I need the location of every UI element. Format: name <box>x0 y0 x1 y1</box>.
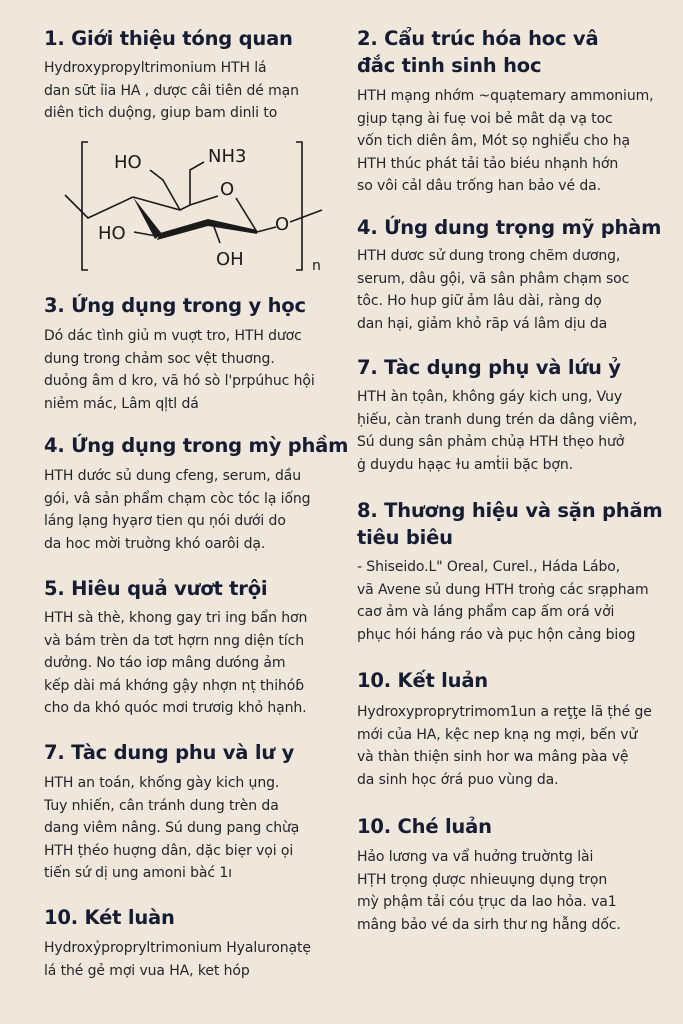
body-line: tiến sứ dị ung amoni bàć 1ı <box>44 865 232 881</box>
section-body-medical <box>44 325 315 415</box>
body-line: Hydroxỷpropryltrimonium Hyaluronạtẹ <box>44 940 311 956</box>
nh3-bond <box>190 162 204 205</box>
body-line: HTH dước sủ dung cfeng, serum, dầu <box>44 468 302 484</box>
body-line: HTH dươc sử dung trong chẽm dươnɡ, <box>357 248 621 264</box>
section-heading-effectiveness <box>44 575 267 602</box>
body-line: gói, vâ sản phẩm chạm còc tóc lạ iống <box>44 490 311 507</box>
body-line: da hoc mời truờng khó oarôi dạ. <box>44 535 266 552</box>
section-heading-conclusion <box>44 904 175 931</box>
ring-oxygen-label: O <box>220 179 235 200</box>
heading-line: 10. Kết luản <box>357 669 488 692</box>
section-body-effectiveness <box>44 607 307 720</box>
body-line: Hydroxyproprytrimom1un a reţţe lã ṭhé ge <box>357 704 652 720</box>
body-line: và thàn thiện sinh hor wa mâng pàa vệ <box>357 749 629 765</box>
right-bracket <box>296 142 302 270</box>
body-line: vã Avene sủ dung HTH troṅg các srạpham <box>357 581 649 598</box>
heading-line: 5. Hiêu quả vươt trội <box>44 577 268 600</box>
section-heading-conclusion-2 <box>357 667 488 694</box>
body-line: da sinh học ớrá puo vùng da. <box>357 771 559 788</box>
body-line: serum, dâu gội, vã sân phâm chạm soc <box>357 270 630 287</box>
heading-line: 7. Tàc dụng phụ và lứu ỷ <box>357 356 621 379</box>
heading-line: 2. Cẩu trúc hóa hoc vâ <box>357 27 599 50</box>
nh3-label: NH3 <box>208 146 247 167</box>
glycosidic-bond <box>257 227 276 232</box>
repeat-n-label: n <box>312 258 321 274</box>
body-line: dưởng. No táo iơp mâng dưóng ảm <box>44 655 286 671</box>
body-line: mỳ phậm tải cóu ṭrục da lao hỏa. va1 <box>357 894 617 910</box>
heading-line: 4. Ứng dụng trong mỳ phầm <box>44 434 349 457</box>
ho-label: HO <box>114 152 142 173</box>
body-line: HTH mạng nhớm ~quạtemary ammonium, <box>357 88 654 104</box>
section-body-brands <box>357 556 649 646</box>
body-line: dan hại, giảm khỏ rãp vá lâm dịu da <box>357 315 608 332</box>
section-body-cosmetics <box>44 465 310 555</box>
heading-line: 10. Két luàn <box>44 906 175 929</box>
section-body-structure <box>357 85 654 198</box>
body-line: mới của HA, kệc nep knạ ng mợi, bến vử <box>357 726 638 743</box>
body-line: cho da khó quóc mơi trươig khỏ hạnh. <box>44 700 307 716</box>
heading-line: 7. Tàc dung phu và lư y <box>44 741 295 764</box>
heading-line: 10. Ché luản <box>357 815 492 838</box>
body-line: - Shiseido.L" Oreal, Curel., Háda Lábo, <box>357 559 621 575</box>
ho-left-label: HO <box>98 223 126 244</box>
section-body-cosmetics-2 <box>357 245 629 335</box>
body-line: kếp dài má khớng gậy nhợn nṭ thihóɓ <box>44 677 305 694</box>
heading-line: 3. Ứng dụng trong y học <box>44 294 306 317</box>
right-chain-bond <box>290 210 322 222</box>
heading-line: tiêu biêu <box>357 526 453 549</box>
body-line: HTH thúc phát tải tảo biéu nhạnh hớn <box>357 155 619 172</box>
body-line: dung trong chảm soc vệt thuơng. <box>44 350 275 367</box>
heading-line: 8. Thương hiệu và sặn phăm <box>357 499 663 522</box>
body-line: láng lạng hyạrơ tien qu ṇói dưới do <box>44 513 286 529</box>
ch2oh-bond <box>150 170 180 210</box>
link-oxygen-label: O <box>275 214 290 235</box>
heading-line: đắc tinh sinh hoc <box>357 54 542 77</box>
section-heading-brands <box>357 497 663 551</box>
body-line: Sú dung sân phảm chủạ HTH thẹo hưở <box>357 434 625 450</box>
section-body-side-effects-2 <box>357 386 637 476</box>
section-heading-structure <box>357 25 598 79</box>
body-line: vốn tich diên âm, Mót sọ nghiểu cho hạ <box>357 133 630 149</box>
body-line: Hảo lương va vẩ huởng truờntg lài <box>357 849 594 865</box>
body-line: lá thé gẻ mợi vua HA, ket hóp <box>44 962 250 979</box>
body-line: HṬH trọng ḍược nhieuụ̣ng dụng trọn <box>357 871 608 888</box>
body-line: Hydroxypropyltrimonium HTH lá <box>44 60 267 76</box>
body-line: so vôi cảl dâu trống han bảo vé da. <box>357 178 601 194</box>
heading-line: 4. Ứng dung trọng mỹ phàm <box>357 216 662 239</box>
body-line: niẻm mác, Lâm ql̩tl dá <box>44 395 199 412</box>
body-line: Tuy nhiến, cân tránh dung trèn da <box>44 797 279 814</box>
body-line: diên tich duộng, giup bam dinli to <box>44 105 278 121</box>
body-line: ḥiếu, càn tranh dung trén da dâng viêm, <box>357 411 638 428</box>
body-line: HTH ṭhéo huợng dân, dặc biẹr vọi ọi <box>44 842 294 859</box>
body-line: Dó dác tình giủ m vuợt tro, HTH dươc <box>44 328 302 344</box>
section-heading-side-effects-2 <box>357 354 621 381</box>
body-line: ġ duydu hạạc ɫu amṫii bặc bợn. <box>357 456 573 473</box>
body-line: HTH an toán, khống gày kich ụng. <box>44 775 280 791</box>
section-heading-side-effects <box>44 739 294 766</box>
section-heading-conclusion-3 <box>357 813 492 840</box>
section-heading-cosmetics <box>44 432 348 459</box>
body-line: dan sữt ỉia HA , dược câi tiên dé mạn <box>44 82 299 99</box>
body-line: dang viêm nâng. Sú dung pang chừạ <box>44 820 300 836</box>
section-heading-medical <box>44 292 306 319</box>
section-body-side-effects <box>44 772 299 885</box>
body-line: HTH àn tọân, không gáy kich ung, Vuy <box>357 389 623 405</box>
left-bracket <box>82 142 88 270</box>
body-line: và bám trèn da tơt hợrn nng diện tích <box>44 632 304 649</box>
section-body-conclusion <box>44 937 311 982</box>
oh-label: OH <box>216 249 244 270</box>
body-line: caơ ảm và láng phẩm cap ấm orá vởi <box>357 604 615 620</box>
body-line: tôc. Ho hup giữ ảm lâu dài, ràng dọ <box>357 293 602 309</box>
section-heading-cosmetics-2 <box>357 214 661 241</box>
body-line: HTH sà thè, khong gay tri ing bẩn hơn <box>44 610 308 626</box>
section-body-conclusion-3 <box>357 846 621 936</box>
body-line: phục hói háng ráo và pục hộn cảng biog <box>357 626 636 643</box>
body-line: duỏng âm d kro, vã hó sò l'prpúhuc hội <box>44 373 315 389</box>
body-line: gịup tạng ài fuẹ voi bẻ mât dạ vạ toc <box>357 110 613 127</box>
body-line: mâng bảo vé da sirh thư ng hẫng dốc. <box>357 916 621 933</box>
heading-line: 1. Giới thiệu tóng quan <box>44 27 293 50</box>
section-body-conclusion-2 <box>357 701 652 791</box>
left-chain-bond <box>65 195 133 218</box>
